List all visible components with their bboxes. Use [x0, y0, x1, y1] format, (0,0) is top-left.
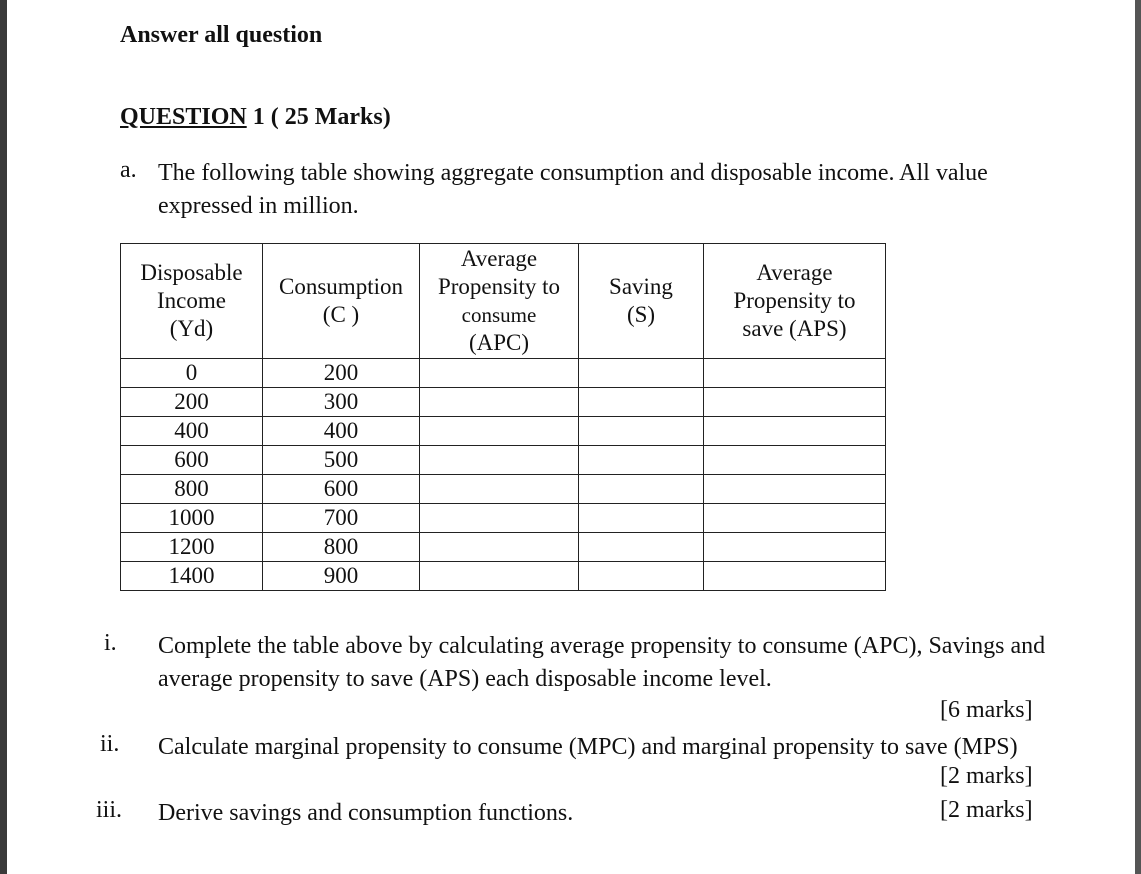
question-marks: ( 25 Marks) — [270, 104, 391, 130]
cell-aps — [704, 504, 886, 533]
left-page-edge — [0, 0, 7, 874]
cell-s — [579, 533, 704, 562]
header-saving: Saving (S) — [579, 244, 704, 359]
table-header-row — [121, 244, 886, 359]
question-i-marks: [6 marks] — [940, 697, 1033, 723]
header-aps: Average Propensity to save (APS) — [704, 244, 886, 359]
cell-yd: 1000 — [121, 504, 263, 533]
cell-s — [579, 446, 704, 475]
question-ii-marks: [2 marks] — [940, 763, 1033, 789]
cell-yd: 600 — [121, 446, 263, 475]
cell-apc — [420, 533, 579, 562]
instruction-heading: Answer all question — [120, 22, 323, 48]
cell-s — [579, 359, 704, 388]
cell-c: 900 — [263, 562, 420, 591]
cell-s — [579, 475, 704, 504]
cell-apc — [420, 388, 579, 417]
cell-s — [579, 504, 704, 533]
question-ii-text: Calculate marginal propensity to consume (MPC) and marginal propensity to save (MPS) — [158, 734, 1018, 760]
cell-aps — [704, 417, 886, 446]
header-consumption: Consumption (C ) — [263, 244, 420, 359]
cell-s — [579, 417, 704, 446]
question-iii-numeral: iii. — [96, 797, 123, 823]
cell-apc — [420, 446, 579, 475]
table-row — [121, 417, 886, 446]
cell-aps — [704, 446, 886, 475]
table-row — [121, 533, 886, 562]
cell-c: 500 — [263, 446, 420, 475]
cell-yd: 1400 — [121, 562, 263, 591]
table-row — [121, 504, 886, 533]
cell-c: 800 — [263, 533, 420, 562]
cell-apc — [420, 562, 579, 591]
cell-aps — [704, 475, 886, 504]
question-ii-numeral: ii. — [100, 731, 120, 757]
cell-c: 200 — [263, 359, 420, 388]
question-title — [120, 104, 391, 131]
header-disposable-income: Disposable Income (Yd) — [121, 244, 263, 359]
question-i-numeral: i. — [104, 630, 117, 656]
question-iii-marks: [2 marks] — [940, 797, 1033, 823]
cell-yd: 800 — [121, 475, 263, 504]
cell-apc — [420, 475, 579, 504]
cell-apc — [420, 359, 579, 388]
question-label: QUESTION — [120, 104, 247, 130]
cell-yd: 1200 — [121, 533, 263, 562]
table-row — [121, 562, 886, 591]
table-row — [121, 359, 886, 388]
cell-s — [579, 562, 704, 591]
right-page-edge — [1135, 0, 1141, 874]
cell-c: 400 — [263, 417, 420, 446]
question-number: 1 — [252, 104, 265, 130]
cell-c: 700 — [263, 504, 420, 533]
part-a-text: The following table showing aggregate consumption and disposable income. All value expressed in million. — [158, 160, 988, 219]
cell-yd: 0 — [121, 359, 263, 388]
question-i-text: Complete the table above by calculating average propensity to consume (APC), Savings and average propensity to save (APS) each disposable income level. — [158, 633, 1046, 692]
cell-c: 600 — [263, 475, 420, 504]
table-row — [121, 388, 886, 417]
cell-apc — [420, 417, 579, 446]
cell-yd: 200 — [121, 388, 263, 417]
table-row — [121, 475, 886, 504]
cell-aps — [704, 533, 886, 562]
cell-s — [579, 388, 704, 417]
question-iii-text: Derive savings and consumption functions. — [158, 800, 574, 826]
cell-yd: 400 — [121, 417, 263, 446]
cell-c: 300 — [263, 388, 420, 417]
cell-apc — [420, 504, 579, 533]
cell-aps — [704, 388, 886, 417]
cell-aps — [704, 359, 886, 388]
header-apc: Average Propensity to consume (APC) — [420, 244, 579, 359]
part-a-marker: a. — [120, 157, 137, 183]
income-consumption-table — [120, 243, 886, 591]
table-row — [121, 446, 886, 475]
cell-aps — [704, 562, 886, 591]
